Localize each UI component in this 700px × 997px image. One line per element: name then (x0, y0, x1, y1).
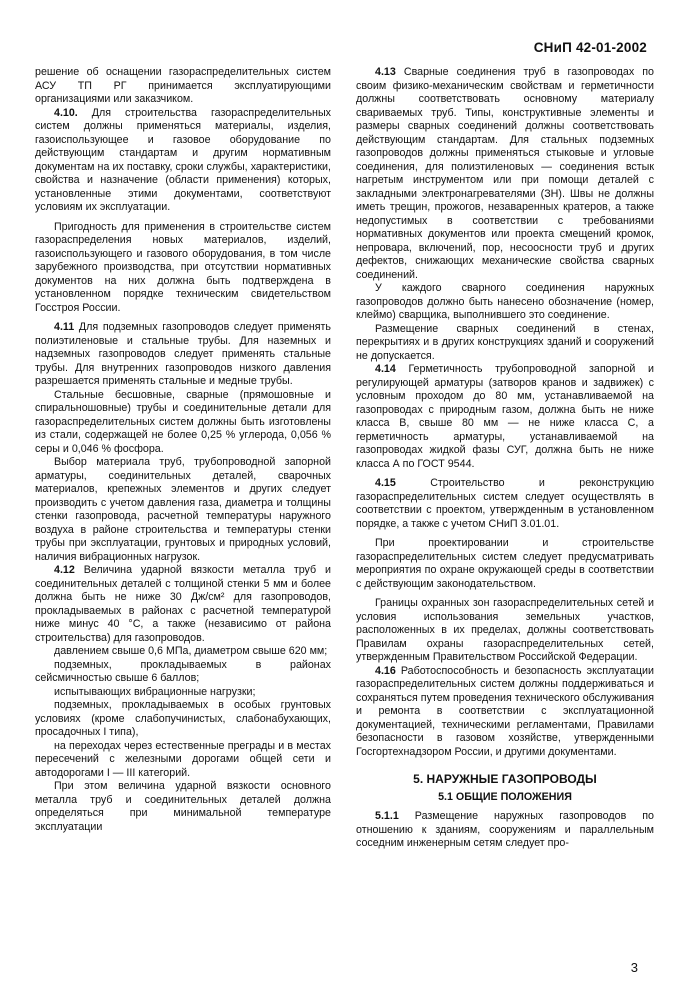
clause-4-16 (356, 665, 654, 760)
clause-text: Сварные соединения труб в газопроводах по своим физико-механическим свойствам и герметичности должны соответствовать основному материалу свариваемых труб. Типы, конструктивные элементы и размеры сварных соединений должны соответствовать действующим стандартам. Для стальных подземных газопроводов должны применяться стыковые и угловые соединения, для полиэтиленовых — соединения встык нагретым инструментом или при помощи деталей с закладными электронагревателями (ЗН). Швы не должны иметь трещин, прожогов, незаваренных кратеров, а также недопустимых в соответствии с требованиями нормативных документов или проекта смещений кромок, непровара, включений, пор, несоосности труб и других дефектов, снижающих механические свойства сварных соединений. (356, 66, 654, 281)
list-item: на переходах через естественные преграды и в местах пересечений с железными дорогами общей сети и автодорогами I — III категорий. (35, 739, 331, 779)
paragraph: решение об оснащении газораспределительных систем АСУ ТП РГ принимается эксплуатирующими организациями или заказчиком. (35, 66, 331, 105)
clause-number: 4.15 (375, 477, 396, 489)
paragraph: При этом величина ударной вязкости основного металла труб и соединительных деталей должна определяться при минимальной температуре эксплуатации (35, 780, 331, 833)
clause-4-13 (356, 66, 654, 282)
clause-number: 4.13 (375, 66, 396, 78)
clause-number: 4.12 (54, 564, 75, 576)
clause-number: 4.11 (54, 321, 75, 333)
clause-text: Для подземных газопроводов следует применять полиэтиленовые и стальные трубы. Для наземных и надземных газопроводов следует применять стальные трубы. Для внутренних газопроводов низкого давления разрешается применять стальные и медные трубы. (35, 321, 331, 387)
left-column (35, 66, 331, 834)
paragraph: При проектировании и строительстве газораспределительных систем следует предусматривать мероприятия по охране окружающей среды в соответствии с действующим законодательством. (356, 537, 654, 590)
subsection-title: 5.1 ОБЩИЕ ПОЛОЖЕНИЯ (438, 790, 572, 803)
clause-4-11 (35, 321, 331, 389)
clause-number: 4.10. (54, 106, 78, 119)
right-column (356, 66, 654, 851)
clause-text: Размещение наружных газопроводов по отношению к зданиям, сооружениям и параллельным соседним инженерным сетям следует про- (356, 810, 654, 849)
clause-4-15 (356, 477, 654, 531)
paragraph: Размещение сварных соединений в стенах, перекрытиях и в других конструкциях зданий и сооружений не допускается. (356, 322, 654, 362)
clause-number: 4.14 (375, 363, 396, 375)
clause-4-12 (35, 564, 331, 645)
clause-4-14 (356, 363, 654, 471)
clause-text: Строительство и реконструкцию газораспределительных систем следует осуществлять в соответствии с проектом, утвержденным в установленном порядке, а также с учетом СНиП 3.01.01. (356, 477, 654, 530)
clause-5-1-1 (356, 810, 654, 851)
clause-4-10 (35, 107, 331, 215)
list-item: подземных, прокладываемых в особых грунтовых условиях (кроме слабопучинистых, слабонабухающих, просадочных I типа), (35, 699, 331, 738)
paragraph: Границы охранных зон газораспределительных сетей и условия использования земельных участков, расположенных в их пределах, должны соответствовать Правилам охраны газораспределительных сетей, утвержденным Правительством Российской Федерации. (356, 597, 654, 663)
list-item: давлением свыше 0,6 МПа, диаметром свыше 620 мм; (54, 645, 328, 657)
list-item: испытывающих вибрационные нагрузки; (54, 685, 256, 698)
section-title: 5. НАРУЖНЫЕ ГАЗОПРОВОДЫ (413, 772, 597, 786)
clause-text: Герметичность трубопроводной запорной и регулирующей арматуры (затворов кранов и задвижек) с условным проходом до 80 мм, устанавливаемой на газопроводах с природным газом, должна быть не ниже класса В, свыше 80 мм — не ниже класса С, а герметичность арматуры, устанавливаемой на газопроводах жидкой фазы СУГ, должна быть не ниже класса А по ГОСТ 9544. (356, 363, 654, 470)
clause-number: 4.16 (375, 664, 396, 677)
paragraph: Пригодность для применения в строительстве систем газораспределения новых материалов, изделий, газоиспользующего и газового оборудования, в том числе зарубежного производства, при отсутствии нормативных документов на них должна быть подтверждена в установленном порядке техническим свидетельством Госстроя России. (35, 220, 331, 314)
paragraph: Выбор материала труб, трубопроводной запорной арматуры, соединительных деталей, сварочных материалов, крепежных элементов и других следует производить с учетом давления газа, диаметра и толщины стенки газопровода, расчетной температуры наружного воздуха в районе строительства и температуры стенки трубы при эксплуатации, грунтовых и природных условий, наличия вибрационных нагрузок. (35, 456, 331, 563)
paragraph: У каждого сварного соединения наружных газопроводов должно быть нанесено обозначение (номер, клеймо) сварщика, выполнившего это соединение. (356, 282, 654, 321)
document-code-header: СНиП 42-01-2002 (533, 40, 647, 55)
list-item: подземных, прокладываемых в районах сейсмичностью свыше 6 баллов; (35, 658, 331, 684)
clause-number: 5.1.1 (375, 810, 399, 822)
page-number: 3 (630, 960, 638, 975)
clause-text: Работоспособность и безопасность эксплуатации газораспределительных систем должны поддерживаться и сохраняться путем проведения технического обслуживания и ремонта в соответствии с эксплуатационной документацией, техническими регламентами, Правилами безопасности в газовом хозяйстве, утвержденными Госгортехнадзором России, и другими документами. (356, 664, 654, 758)
clause-text: Для строительства газораспределительных систем должны применяться материалы, изделия, газоиспользующее и газовое оборудование по действующим стандартам и другим нормативным документам на их поставку, сроки службы, характеристики, свойства и назначение (области применения) которых, установленные этими документами, соответствуют условиям их эксплуатации. (35, 106, 331, 213)
clause-text: Величина ударной вязкости металла труб и соединительных деталей с толщиной стенки 5 мм и более должна быть не ниже 30 Дж/см² для газопроводов, прокладываемых в районах с расчетной температурой ниже минус 40 °С, а также (независимо от района строительства) для газопроводов. (35, 564, 331, 644)
paragraph: Стальные бесшовные, сварные (прямошовные и спиральношовные) трубы и соединительные детали для газораспределительных систем должны быть изготовлены из стали, содержащей не более 0,25 % углерода, 0,056 % серы и 0,046 % фосфора. (35, 388, 331, 455)
